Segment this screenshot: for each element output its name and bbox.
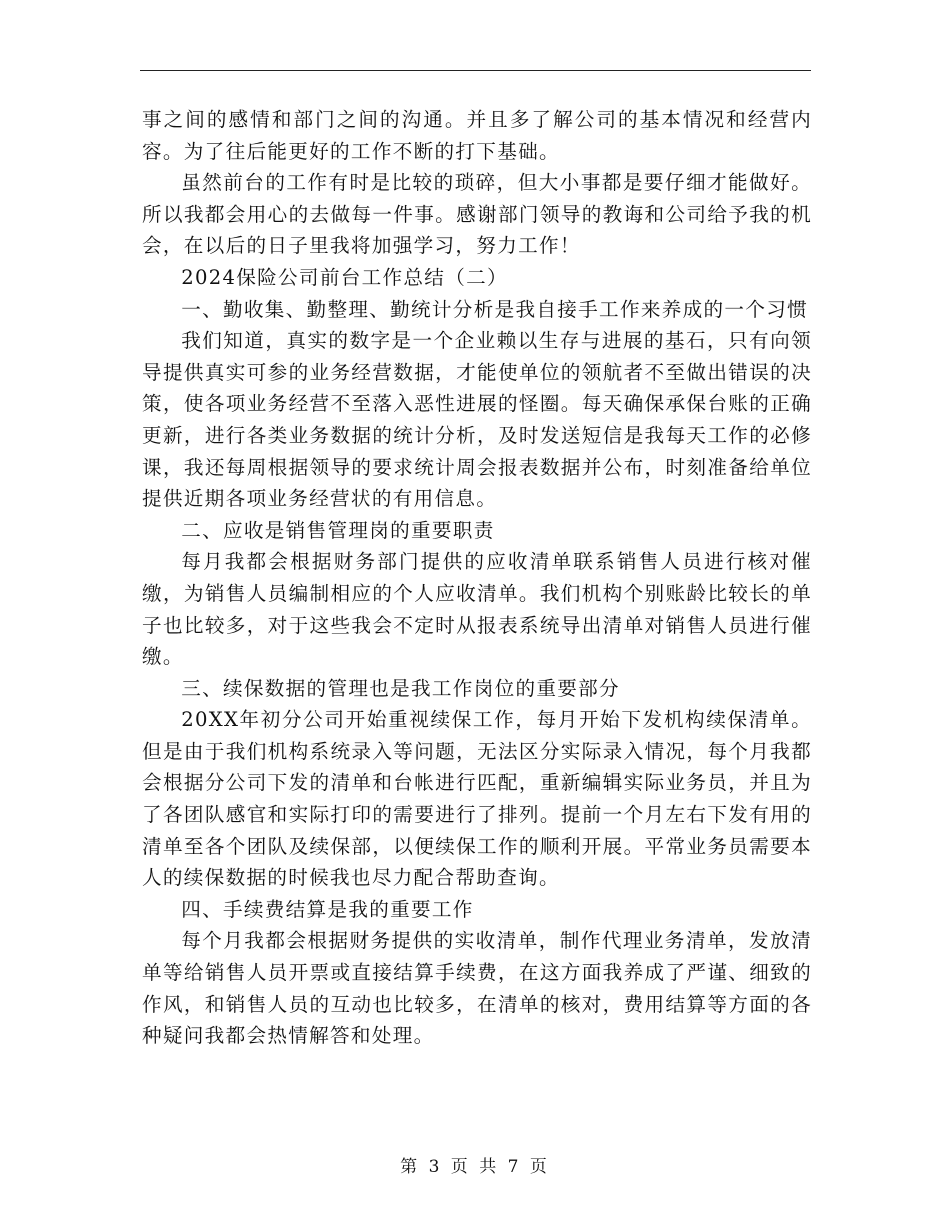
section-heading: 四、手续费结算是我的重要工作 <box>181 897 474 921</box>
paragraph: 20XX年初分公司开始重视续保工作，每月开始下发机构续保清单。但是由于我们机构系统录入等问题，无法区分实际录入情况，每个月我都会根据分公司下发的清单和台帐进行匹配，重新编辑实际业务员，并且为了各团队感官和实际打印的需要进行了排列。提前一个月左右下发有用的清单至各个团队及续保部，以便续保工作的顺利开展。平常业务员需要本人的续保数据的时候我也尽力配合帮助查询。 <box>142 708 812 890</box>
page-number: 第 3 页 共 7 页 <box>400 1157 550 1177</box>
paragraph: 每个月我都会根据财务提供的实收清单，制作代理业务清单，发放清单等给销售人员开票或直接结算手续费，在这方面我养成了严谨、细致的作风，和销售人员的互动也比较多，在清单的核对，费用结算等方面的各种疑问我都会热情解答和处理。 <box>142 929 812 1048</box>
paragraph: 每月我都会根据财务部门提供的应收清单联系销售人员进行核对催缴，为销售人员编制相应的个人应收清单。我们机构个别账龄比较长的单子也比较多，对于这些我会不定时从报表系统导出清单对销售人员进行催缴。 <box>142 550 812 669</box>
section-heading: 二、应收是销售管理岗的重要职责 <box>181 518 495 542</box>
section-heading: 一、勤收集、勤整理、勤统计分析是我自接手工作来养成的一个习惯 <box>181 297 808 321</box>
document-body <box>142 104 812 1052</box>
section-heading: 三、续保数据的管理也是我工作岗位的重要部分 <box>181 676 620 700</box>
paragraph: 虽然前台的工作有时是比较的琐碎，但大小事都是要仔细才能做好。所以我都会用心的去做每一件事。感谢部门领导的教诲和公司给予我的机会，在以后的日子里我将加强学习，努力工作！ <box>142 171 812 258</box>
paragraph: 我们知道，真实的数字是一个企业赖以生存与进展的基石，只有向领导提供真实可参的业务经营数据，才能使单位的领航者不至做出错误的决策，使各项业务经营不至落入恶性进展的怪圈。每天确保承保台账的正确更新，进行各类业务数据的统计分析，及时发送短信是我每天工作的必修课，我还每周根据领导的要求统计周会报表数据并公布，时刻准备给单位提供近期各项业务经营状的有用信息。 <box>142 329 812 511</box>
header-rule <box>140 70 811 71</box>
section-title: 2024保险公司前台工作总结（二） <box>181 265 508 289</box>
paragraph: 事之间的感情和部门之间的沟通。并且多了解公司的基本情况和经营内容。为了往后能更好的工作不断的打下基础。 <box>142 108 812 163</box>
